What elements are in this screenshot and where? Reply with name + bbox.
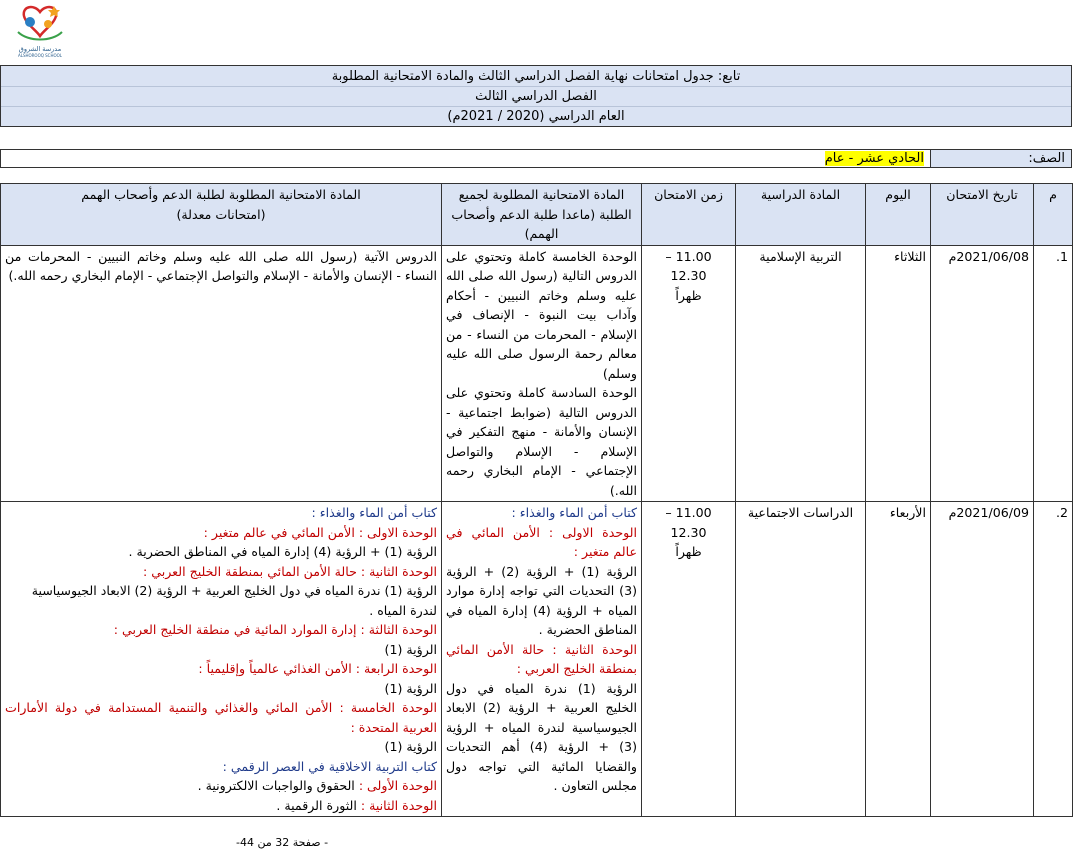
row-subject: الدراسات الاجتماعية [736, 502, 866, 817]
all-unit2-text: الرؤية (1) ندرة المياه في دول الخليج العربية + الرؤية (2) الابعاد الجيوسياسية لندرة المياه + الرؤية (3) + الرؤية (4) أهم التحديات والقضايا المائية التي تواجه دول مجلس التعاون . [446, 680, 638, 793]
row-material-all [442, 502, 642, 817]
support-unit5-title: الوحدة الخامسة : الأمن المائي والغذائي والتنمية المستدامة في دولة الأمارات العربية المتحدة : [5, 700, 437, 735]
row-num: 2. [1034, 502, 1073, 817]
support-unit4-text: الرؤية (1) [384, 680, 437, 696]
exam-schedule-table [0, 183, 1073, 817]
all-unit2-title: الوحدة الثانية : حالة الأمن المائي بمنطقة الخليج العربي : [446, 641, 637, 676]
support-unit2-text: الرؤية (1) ندرة المياه في دول الخليج العربية + الرؤية (2) الابعاد الجيوسياسية لندرة المياه . [31, 583, 437, 618]
support-book2-title: كتاب التربية الاخلاقية في العصر الرقمي : [222, 758, 437, 774]
col-header-time: زمن الامتحان [642, 184, 736, 246]
table-row [1, 245, 1073, 502]
school-name: مدرسة الشروق [18, 45, 62, 53]
grade-row [0, 149, 1072, 168]
row-day: الثلاثاء [866, 245, 931, 502]
row-date: 2021/06/08م [931, 245, 1034, 502]
grade-value: الحادي عشر - عام [824, 151, 924, 166]
col-header-num: م [1034, 184, 1073, 246]
support-unit1-text: الرؤية (1) + الرؤية (4) إدارة المياه في المناطق الحضرية . [128, 544, 437, 559]
support-unit5-text: الرؤية (1) [384, 739, 437, 754]
col-header-material-all: المادة الامتحانية المطلوبة لجميع الطلبة (ماعدا طلبة الدعم وأصحاب الهمم) [442, 184, 642, 246]
row-date: 2021/06/09م [931, 502, 1034, 817]
page-title-box [0, 65, 1072, 127]
row-time-period: ظهراً [675, 544, 702, 559]
row-day: الأربعاء [866, 502, 931, 817]
all-book-title: كتاب أمن الماء والغذاء : [511, 505, 637, 520]
support-unit3-title: الوحدة الثالثة : إدارة الموارد المائية في منطقة الخليج العربي : [113, 622, 437, 637]
support-unit4-title: الوحدة الرابعة : الأمن الغذائي عالمياً وإقليمياً : [198, 661, 437, 676]
row-time [642, 502, 736, 817]
row-time-range: 11.00 – 12.30 [665, 248, 712, 283]
row-material-all [442, 245, 642, 502]
row-num: 1. [1034, 245, 1073, 502]
row-time [642, 245, 736, 502]
support-book2-unit2 [5, 796, 437, 816]
col-header-date: تاريخ الامتحان [931, 184, 1034, 246]
table-header-row [1, 184, 1073, 246]
title-line-3: العام الدراسي (2020 / 2021م) [447, 109, 625, 124]
school-name-en: ALSHOROOQ SCHOOL [17, 53, 63, 58]
title-line-2: الفصل الدراسي الثالث [1, 87, 1071, 107]
support-book2-unit2-title: الوحدة الثانية : [360, 797, 437, 813]
col-header-material-support [1, 184, 442, 246]
school-logo-icon [8, 2, 72, 46]
row-material-support [1, 502, 442, 817]
support-book2-unit2-text: الثورة الرقمية . [276, 797, 357, 813]
title-line-1: تابع: جدول امتحانات نهاية الفصل الدراسي الثالث والمادة الامتحانية المطلوبة [1, 67, 1071, 87]
support-book-title: كتاب أمن الماء والغذاء : [311, 505, 437, 520]
support-unit3-text: الرؤية (1) [384, 641, 437, 657]
col-header-material-support-note: (امتحانات معدلة) [176, 206, 266, 222]
material-all-unit6: الوحدة السادسة كاملة وتحتوي على الدروس التالية (ضوابط اجتماعية - الإنسان والأمانة - منهج التفكير في الإسلام - الإسلام والتواصل الإجتماعي - الإمام البخاري رحمه الله.) [446, 385, 637, 498]
table-row [1, 502, 1073, 817]
grade-value-cell [1, 150, 931, 168]
support-unit2-title: الوحدة الثانية : حالة الأمن المائي بمنطقة الخليج العربي : [142, 563, 437, 579]
school-logo [8, 2, 72, 62]
support-book2-unit1-text: الحقوق والواجبات الالكترونية . [197, 778, 355, 793]
grade-label: الصف: [931, 150, 1072, 168]
support-unit1-title: الوحدة الاولى : الأمن المائي في عالم متغير : [203, 524, 437, 540]
all-unit1-text: الرؤية (1) + الرؤية (2) + الرؤية (3) التحديات التي تواجه إدارة موارد المياه + الرؤية (4) إدارة المياه في المناطق الحضرية . [446, 563, 637, 637]
page-number: - صفحة 32 من 44- [236, 836, 329, 849]
col-header-material-support-title: المادة الامتحانية المطلوبة لطلبة الدعم وأصحاب الهمم [81, 187, 361, 202]
material-all-unit5: الوحدة الخامسة كاملة وتحتوي على الدروس التالية (رسول الله صلى الله عليه وسلم وخاتم النبيين - أحكام وآداب بيت النبوة - الإنصاف في الإسلام - المحرمات من النساء - من معالم رحمة الرسول صلى الله عليه وسلم) [446, 248, 637, 381]
row-time-period: ظهراً [675, 287, 702, 303]
support-book2-unit1 [5, 776, 437, 796]
row-subject: التربية الإسلامية [736, 245, 866, 502]
col-header-subject: المادة الدراسية [736, 184, 866, 246]
support-book2-unit1-title: الوحدة الأولى : [358, 778, 437, 793]
col-header-day: اليوم [866, 184, 931, 246]
row-material-support: الدروس الآتية (رسول الله صلى الله عليه وسلم وخاتم النبيين - المحرمات من النساء - الإنسان والأمانة - الإسلام والتواصل الإجتماعي - الإمام البخاري رحمه الله.) [1, 245, 442, 502]
row-time-range: 11.00 – 12.30 [665, 505, 712, 540]
all-unit1-title: الوحدة الاولى : الأمن المائي في عالم متغير : [446, 524, 637, 559]
